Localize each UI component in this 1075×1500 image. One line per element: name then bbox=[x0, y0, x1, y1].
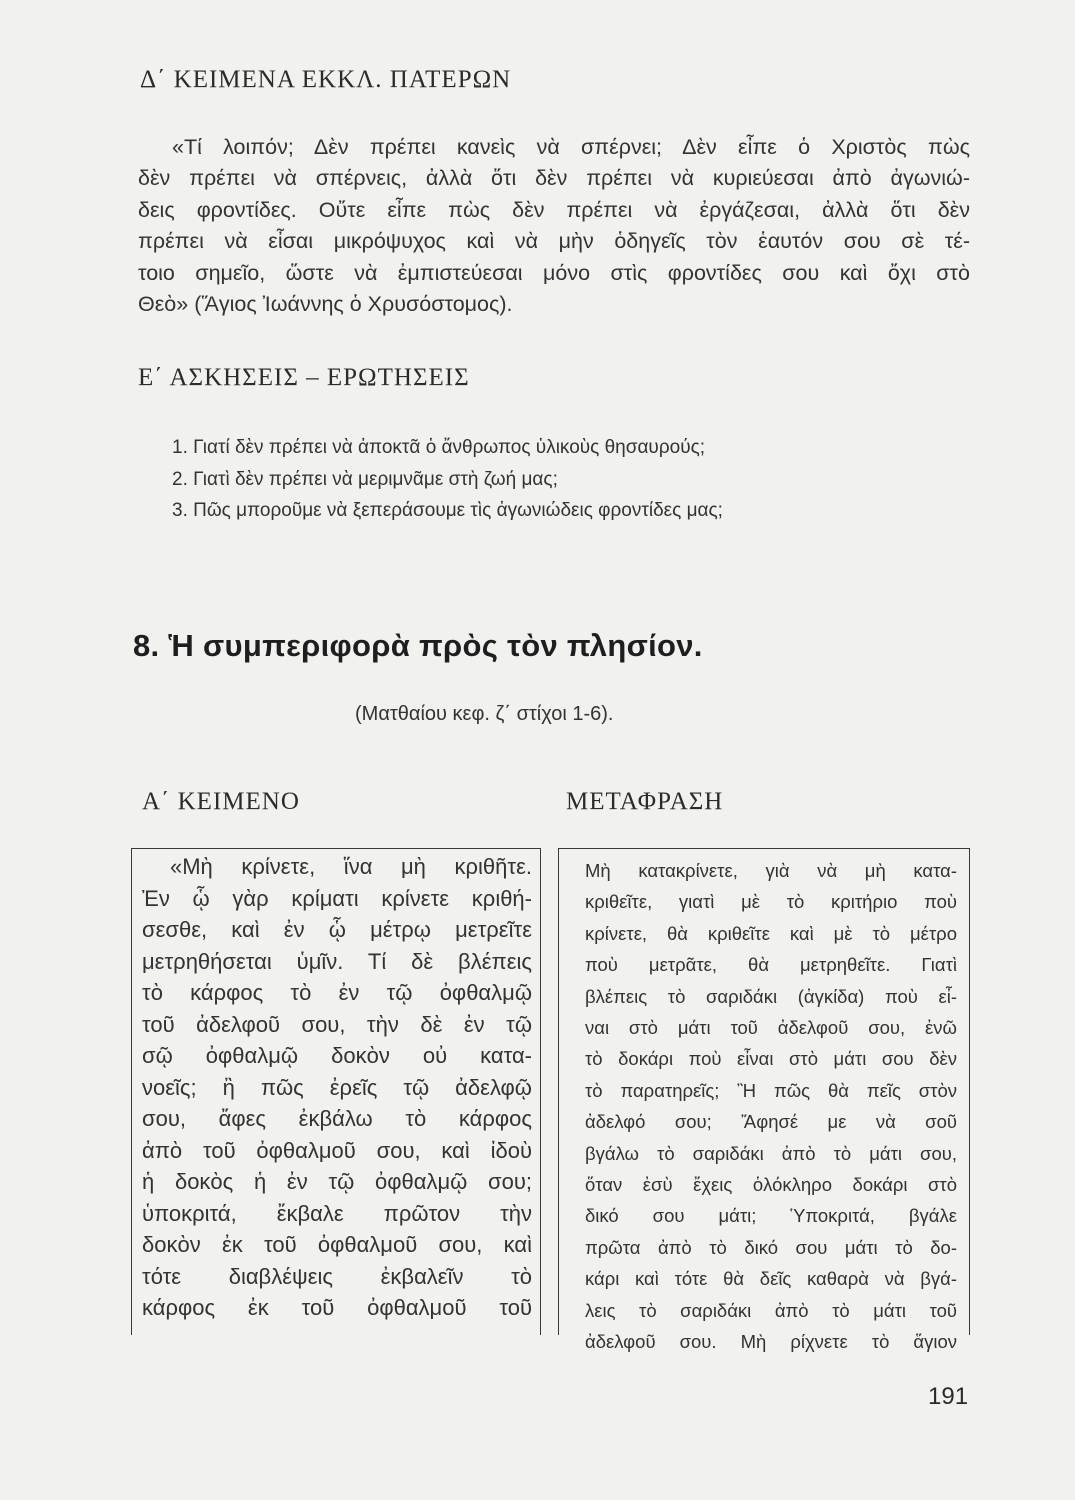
translation-line: κάρι καὶ τότε θὰ δεῖς καθαρὰ νὰ βγά- bbox=[585, 1268, 957, 1290]
quote-line: «Τί λοιπόν; Δὲν πρέπει κανεὶς νὰ σπέρνει; Δὲν εἶπε ὁ Χριστὸς πὼς bbox=[172, 135, 970, 159]
section-e-heading: Ε΄ ΑΣΚΗΣΕΙΣ – ΕΡΩΤΗΣΕΙΣ bbox=[138, 364, 470, 391]
translation-line: πρῶτα ἀπὸ τὸ δικό σου μάτι τὸ δο- bbox=[585, 1236, 957, 1258]
translation-line: κριθεῖτε, γιατὶ μὲ τὸ κριτήριο ποὺ bbox=[585, 891, 957, 913]
original-line: κάρφος ἐκ τοῦ ὀφθαλμοῦ τοῦ bbox=[142, 1295, 532, 1320]
question-item: 2. Γιατὶ δὲν πρέπει νὰ μεριμνᾶμε στὴ ζωή μας; bbox=[172, 468, 558, 490]
quote-line: δὲν πρέπει νὰ σπέρνεις, ἀλλὰ ὅτι δὲν πρέπει νὰ κυριεύεσαι ἀπὸ ἀγωνιώ- bbox=[138, 166, 970, 191]
translation-line: ἀδελφοῦ σου. Μὴ ρίχνετε τὸ ἅγιον bbox=[585, 1331, 957, 1353]
translation-line: ναι στὸ μάτι τοῦ ἀδελφοῦ σου, ἐνῶ bbox=[585, 1017, 957, 1039]
original-line: τοῦ ἀδελφοῦ σου, τὴν δὲ ἐν τῷ bbox=[142, 1011, 532, 1037]
original-line: «Μὴ κρίνετε, ἵνα μὴ κριθῆτε. bbox=[170, 854, 532, 879]
original-line: τὸ κάρφος τὸ ἐν τῷ ὀφθαλμῷ bbox=[142, 980, 532, 1005]
original-line: σεσθε, καὶ ἐν ᾧ μέτρῳ μετρεῖτε bbox=[142, 917, 532, 942]
original-text-box bbox=[131, 848, 541, 1335]
translation-line: ποὺ μετρᾶτε, θὰ μετρηθεῖτε. Γιατὶ bbox=[585, 954, 957, 976]
original-line: μετρηθήσεται ὑμῖν. Τί δὲ βλέπεις bbox=[142, 948, 532, 974]
translation-line: λεις τὸ σαριδάκι ἀπὸ τὸ μάτι τοῦ bbox=[585, 1299, 957, 1321]
quote-line: δεις φροντίδες. Οὔτε εἶπε πὼς δὲν πρέπει νὰ ἐργάζεσαι, ἀλλὰ ὅτι δὲν bbox=[138, 197, 970, 222]
original-line: δοκὸν ἐκ τοῦ ὀφθαλμοῦ σου, καὶ bbox=[142, 1232, 532, 1257]
original-line: σου, ἄφες ἐκβάλω τὸ κάρφος bbox=[142, 1106, 532, 1131]
translation-box bbox=[558, 848, 970, 1353]
original-line: σῷ ὀφθαλμῷ δοκὸν οὐ κατα- bbox=[142, 1043, 532, 1068]
original-line: τότε διαβλέψεις ἐκβαλεῖν τὸ bbox=[142, 1263, 532, 1289]
original-line: ἡ δοκὸς ἡ ἐν τῷ ὀφθαλμῷ σου; bbox=[142, 1169, 532, 1194]
page-number: 191 bbox=[928, 1383, 969, 1410]
questions-list bbox=[172, 432, 723, 527]
quote-line: Θεὸ» (Ἅγιος Ἰωάννης ὁ Χρυσόστομος). bbox=[138, 292, 513, 317]
translation-heading: ΜΕΤΑΦΡΑΣΗ bbox=[566, 788, 724, 815]
original-text-heading: Α΄ ΚΕΙΜΕΝΟ bbox=[142, 788, 300, 815]
translation-line: Μὴ κατακρίνετε, γιὰ νὰ μὴ κατα- bbox=[585, 860, 957, 881]
original-line: ὑποκριτά, ἔκβαλε πρῶτον τὴν bbox=[142, 1200, 532, 1226]
translation-body bbox=[585, 855, 957, 1358]
translation-line: βγάλω τὸ σαριδάκι ἀπὸ τὸ μάτι σου, bbox=[585, 1142, 957, 1164]
chapter-title: 8. Ἡ συμπεριφορὰ πρὸς τὸν πλησίον. bbox=[133, 628, 703, 663]
section-d-heading: Δ΄ ΚΕΙΜΕΝΑ ΕΚΚΛ. ΠΑΤΕΡΩΝ bbox=[140, 66, 512, 93]
translation-line: ἀδελφό σου; Ἄφησέ με νὰ σοῦ bbox=[585, 1111, 957, 1133]
translation-line: τὸ παρατηρεῖς; Ἢ πῶς θὰ πεῖς στὸν bbox=[585, 1079, 957, 1101]
question-item: 3. Πῶς μποροῦμε νὰ ξεπεράσουμε τὶς ἀγωνιώδεις φροντίδες μας; bbox=[172, 500, 723, 521]
translation-line: δικό σου μάτι; Ὑποκριτά, βγάλε bbox=[585, 1205, 957, 1227]
original-line: Ἐν ᾧ γὰρ κρίματι κρίνετε κριθή- bbox=[142, 885, 532, 911]
translation-line: κρίνετε, θὰ κριθεῖτε καὶ μὲ τὸ μέτρο bbox=[585, 922, 957, 944]
quote-line: πρέπει νὰ εἶσαι μικρόψυχος καὶ νὰ μὴν ὁδηγεῖς τὸν ἑαυτόν σου σὲ τέ- bbox=[138, 229, 970, 254]
scripture-reference: (Ματθαίου κεφ. ζ΄ στίχοι 1-6). bbox=[355, 703, 614, 725]
original-line: νοεῖς; ἢ πῶς ἐρεῖς τῷ ἀδελφῷ bbox=[142, 1074, 532, 1100]
translation-line: ὅταν ἐσὺ ἔχεις ὁλόκληρο δοκάρι στὸ bbox=[585, 1174, 957, 1196]
patristic-quote bbox=[138, 132, 970, 320]
translation-line: βλέπεις τὸ σαριδάκι (ἀγκίδα) ποὺ εἶ- bbox=[585, 985, 957, 1007]
translation-line: τὸ δοκάρι ποὺ εἶναι στὸ μάτι σου δὲν bbox=[585, 1048, 957, 1070]
question-item: 1. Γιατί δὲν πρέπει νὰ ἀποκτᾶ ὁ ἄνθρωπος ὑλικοὺς θησαυρούς; bbox=[172, 437, 706, 458]
original-line: ἀπὸ τοῦ ὀφθαλμοῦ σου, καὶ ἰδοὺ bbox=[142, 1137, 532, 1163]
quote-line: τοιο σημεῖο, ὥστε νὰ ἐμπιστεύεσαι μόνο στὶς φροντίδες σου καὶ ὄχι στὸ bbox=[138, 260, 970, 285]
original-text-body bbox=[142, 851, 532, 1324]
